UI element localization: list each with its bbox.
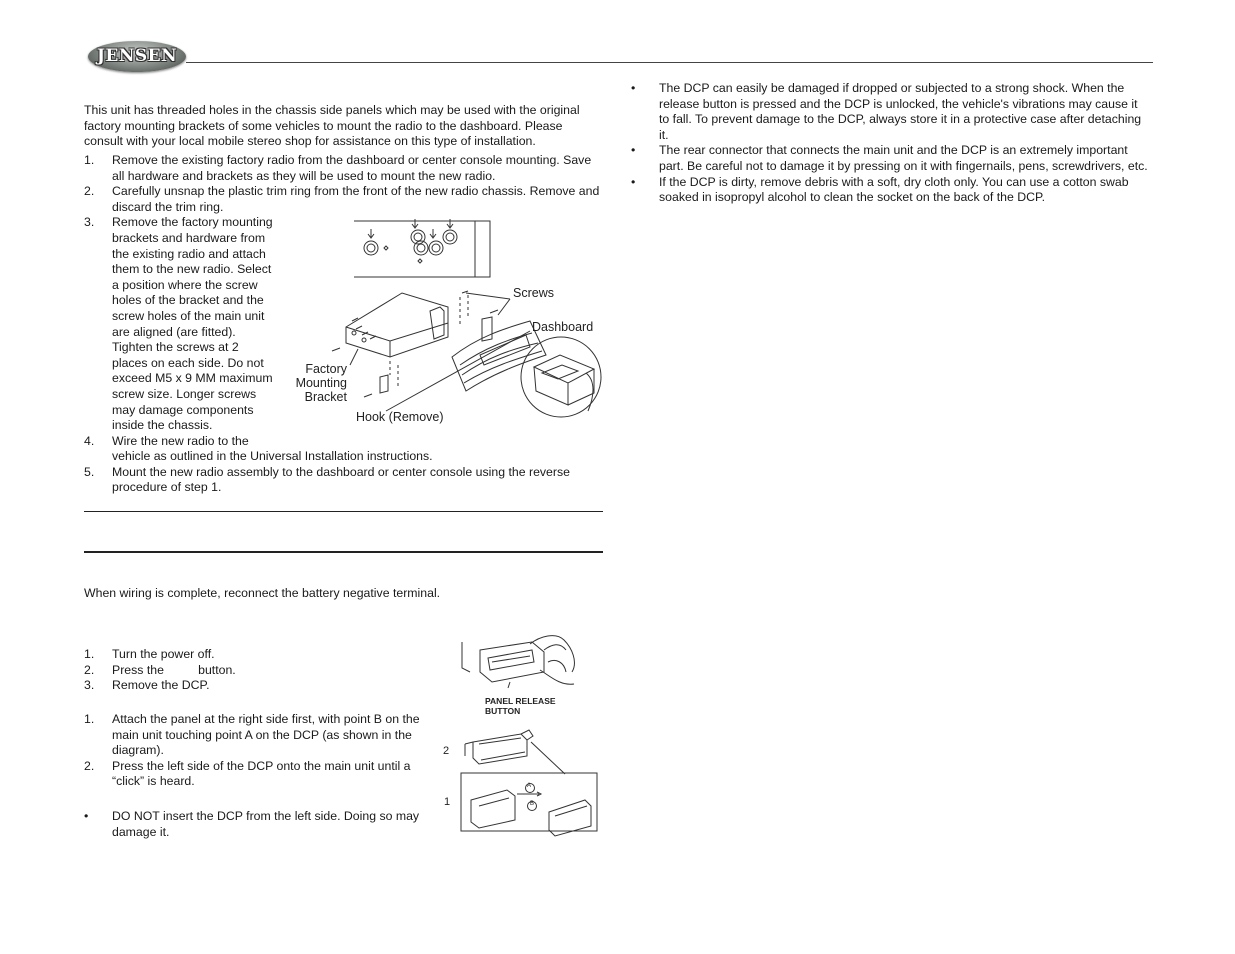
panel-release-diagram xyxy=(460,632,590,702)
header-rule xyxy=(186,62,1153,63)
dashboard-label: Dashboard xyxy=(532,320,594,334)
panel-release-button-label: PANEL RELEASE BUTTON xyxy=(485,696,556,716)
factory-mounting-bracket-label: Factory Mounting Bracket xyxy=(295,362,347,404)
logo-text: JENSEN xyxy=(96,46,178,66)
point-a-label: A xyxy=(527,783,532,789)
care-bullet-2: • The rear connector that connects the main unit and the DCP is an extremely important part. Be careful not to damage it by pressing on it with fingernails, pens, screwdrivers, etc. xyxy=(631,143,1148,173)
attach-step-2: 2. Press the left side of the DCP onto the main unit until a “click” is heard. xyxy=(84,758,411,789)
attach-dcp-steps xyxy=(84,712,424,790)
mounting-step-1: 1. Remove the existing factory radio from the dashboard or center console mounting. Save all hardware and brackets as they will be used to mount the new radio. xyxy=(84,153,592,183)
screws-label: Screws xyxy=(513,286,554,300)
section-rule-1 xyxy=(84,511,603,512)
remove-step-3: 3. Remove the DCP. xyxy=(84,678,210,693)
reconnect-text: When wiring is complete, reconnect the battery negative terminal. xyxy=(84,586,441,600)
mounting-step-4: 4. Wire the new radio to the vehicle as outlined in the Universal Installation instructions. xyxy=(84,433,433,464)
remove-step-1: 1. Turn the power off. xyxy=(84,647,215,661)
remove-step-2: 2. Press the button. xyxy=(84,662,236,677)
intro-paragraph: This unit has threaded holes in the chassis side panels which may be used with the original factory mounting brackets of some vehicles to mount the radio to the dashboard. Please consult with your local mobile stereo shop for assistance on this type of installation. xyxy=(84,103,580,149)
hook-remove-label: Hook (Remove) xyxy=(356,410,444,424)
jensen-logo xyxy=(88,41,186,72)
dcp-care-bullets xyxy=(631,81,1153,206)
insert-warning: • DO NOT insert the DCP from the left side. Doing so may damage it. xyxy=(84,809,420,839)
attach-diagram-label-2: 2 xyxy=(443,745,450,757)
care-bullet-3: • If the DCP is dirty, remove debris with a soft, dry cloth only. You can use a cotton swab soaked in isopropyl alcohol to clean the socket on the back of the DCP. xyxy=(631,174,1129,205)
care-bullet-1: • The DCP can easily be damaged if dropped or subjected to a strong shock. When the release button is pressed and the DCP is unlocked, the vehicle's vibrations may cause it to fall. To prevent damage to the DCP, always store it in a protective case after detaching it. xyxy=(631,81,1142,142)
point-b-label: B xyxy=(530,801,535,807)
attach-step-1: 1. Attach the panel at the right side first, with point B on the main unit touching point A on the DCP (as shown in the diagram). xyxy=(84,712,420,758)
mounting-step-2: 2. Carefully unsnap the plastic trim ring from the front of the new radio chassis. Remove and discard the trim ring. xyxy=(84,184,600,214)
remove-dcp-steps xyxy=(84,647,424,694)
attach-diagram-label-1: 1 xyxy=(444,796,451,808)
mounting-step-3: 3. Remove the factory mounting brackets and hardware from the existing radio and attach them to the new radio. Select a position where the screw holes of the bracket and the screw holes of the main unit are aligned (are fitted). Tighten the screws at 2 places on each side. Do not exceed M5 x 9 MM maximum screw size. Longer screws may damage components inside the chassis. xyxy=(84,215,273,433)
section-rule-2 xyxy=(84,551,603,553)
mounting-step-5: 5. Mount the new radio assembly to the dashboard or center console using the reverse procedure of step 1. xyxy=(84,464,570,495)
